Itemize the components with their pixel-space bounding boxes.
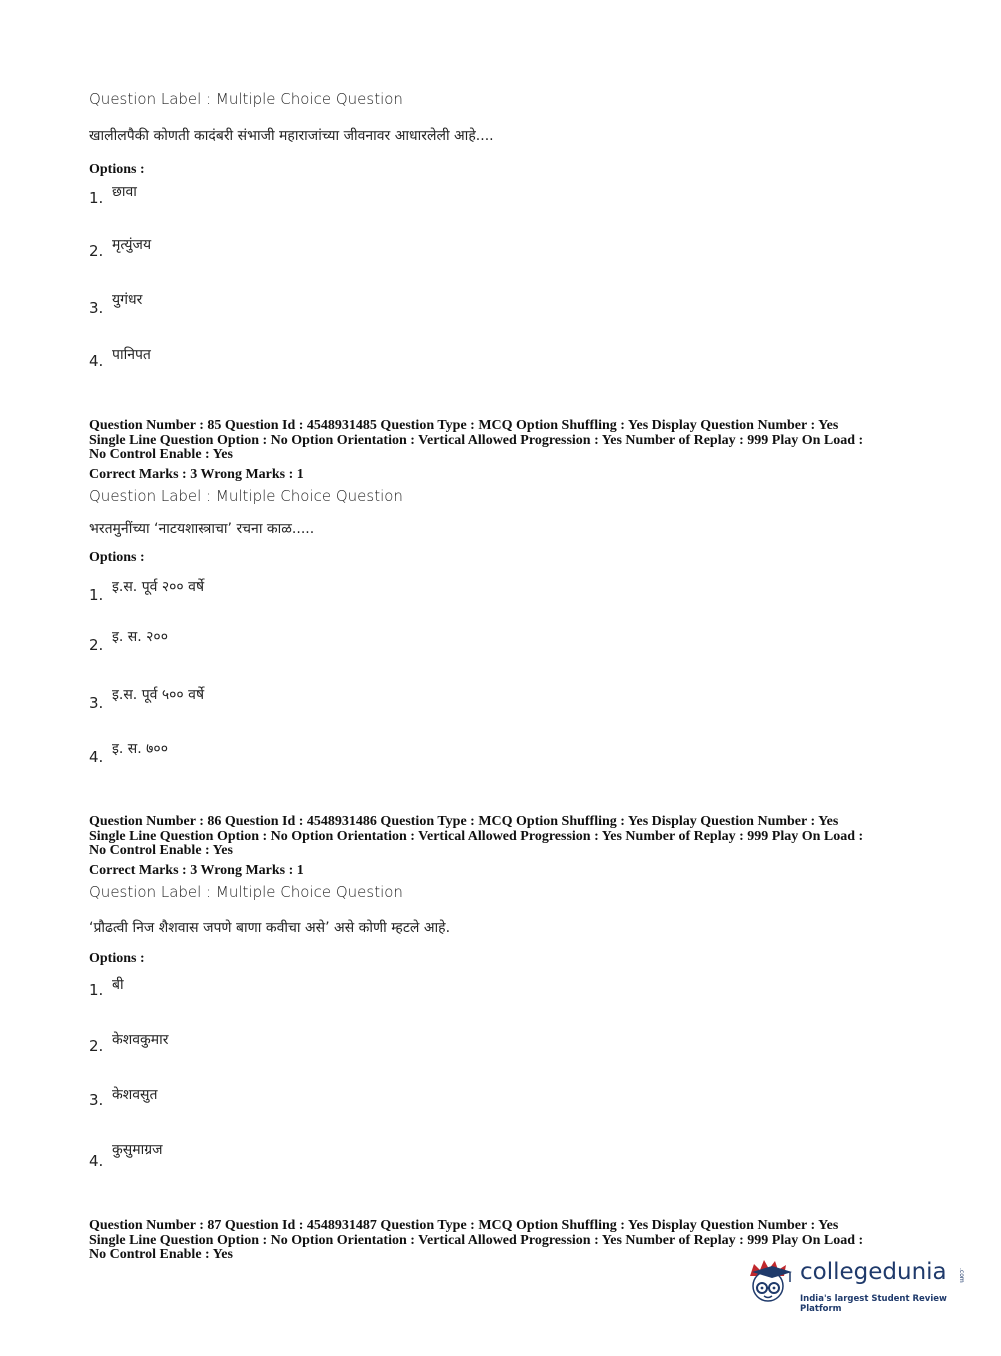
option-number: 1. (89, 981, 104, 999)
option-text[interactable]: छावा (112, 184, 137, 200)
meta-line: No Control Enable : Yes (89, 1247, 233, 1262)
option-text[interactable]: केशवकुमार (112, 1032, 169, 1048)
meta-line: Single Line Question Option : No Option Orientation : Vertical Allowed Progression : Yes Number of Replay : 999 Play On Load : (89, 828, 864, 844)
option-number: 1. (89, 586, 104, 604)
meta-line: Single Line Question Option : No Option Orientation : Vertical Allowed Progression : Yes Number of Replay : 999 Play On Load : (89, 432, 864, 448)
question-meta (89, 815, 863, 859)
option-text[interactable]: बी (112, 977, 124, 993)
question-marks: Correct Marks : 3 Wrong Marks : 1 (89, 467, 304, 482)
meta-line: No Control Enable : Yes (89, 447, 233, 462)
question-marks: Correct Marks : 3 Wrong Marks : 1 (89, 863, 304, 878)
options-heading: Options : (89, 550, 145, 565)
question-label: Question Label : Multiple Choice Question (89, 90, 403, 108)
option-number: 1. (89, 189, 104, 207)
options-heading: Options : (89, 951, 145, 966)
meta-line: Question Number : 85 Question Id : 4548931485 Question Type : MCQ Option Shuffling : Yes Display Question Number : Yes (89, 418, 839, 433)
question-text: खालीलपैकी कोणती कादंबरी संभाजी महाराजांच्या जीवनावर आधारलेली आहे.... (89, 128, 494, 144)
option-number: 2. (89, 636, 104, 654)
question-label: Question Label : Multiple Choice Question (89, 883, 403, 901)
collegedunia-logo (742, 1256, 972, 1316)
logo-tagline: India's largest Student Review Platform (800, 1294, 947, 1314)
question-meta (89, 419, 863, 463)
meta-line: Question Number : 86 Question Id : 4548931486 Question Type : MCQ Option Shuffling : Yes Display Question Number : Yes (89, 814, 839, 829)
option-number: 4. (89, 1152, 104, 1170)
option-text[interactable]: इ.स. पूर्व २०० वर्षे (112, 579, 205, 595)
option-text[interactable]: इ. स. ७०० (112, 741, 168, 757)
option-text[interactable]: कुसुमाग्रज (112, 1142, 163, 1158)
meta-line: Question Number : 87 Question Id : 4548931487 Question Type : MCQ Option Shuffling : Yes Display Question Number : Yes (89, 1218, 839, 1233)
option-number: 4. (89, 748, 104, 766)
option-number: 2. (89, 1037, 104, 1055)
option-text[interactable]: मृत्युंजय (112, 237, 152, 253)
options-heading: Options : (89, 162, 145, 177)
option-text[interactable]: पानिपत (112, 347, 151, 363)
logo-suffix: .com (958, 1268, 965, 1283)
option-text[interactable]: युगंधर (112, 292, 143, 308)
option-number: 2. (89, 242, 104, 260)
option-number: 4. (89, 352, 104, 370)
meta-line: No Control Enable : Yes (89, 843, 233, 858)
question-label: Question Label : Multiple Choice Question (89, 487, 403, 505)
option-text[interactable]: इ.स. पूर्व ५०० वर्षे (112, 687, 205, 703)
option-number: 3. (89, 1091, 104, 1109)
question-text: ‘प्रौढत्वी निज शैशवास जपणे बाणा कवीचा असे’ असे कोणी म्हटले आहे. (89, 920, 451, 936)
meta-line: Single Line Question Option : No Option Orientation : Vertical Allowed Progression : Yes Number of Replay : 999 Play On Load : (89, 1232, 864, 1248)
option-number: 3. (89, 299, 104, 317)
logo-wordmark: collegedunia (800, 1259, 947, 1285)
question-text: भरतमुनींच्या ‘नाटयशास्त्राचा’ रचना काळ..... (89, 521, 315, 537)
option-text[interactable]: इ. स. २०० (112, 629, 168, 645)
option-number: 3. (89, 694, 104, 712)
option-text[interactable]: केशवसुत (112, 1087, 158, 1103)
mascot-icon (742, 1256, 798, 1312)
